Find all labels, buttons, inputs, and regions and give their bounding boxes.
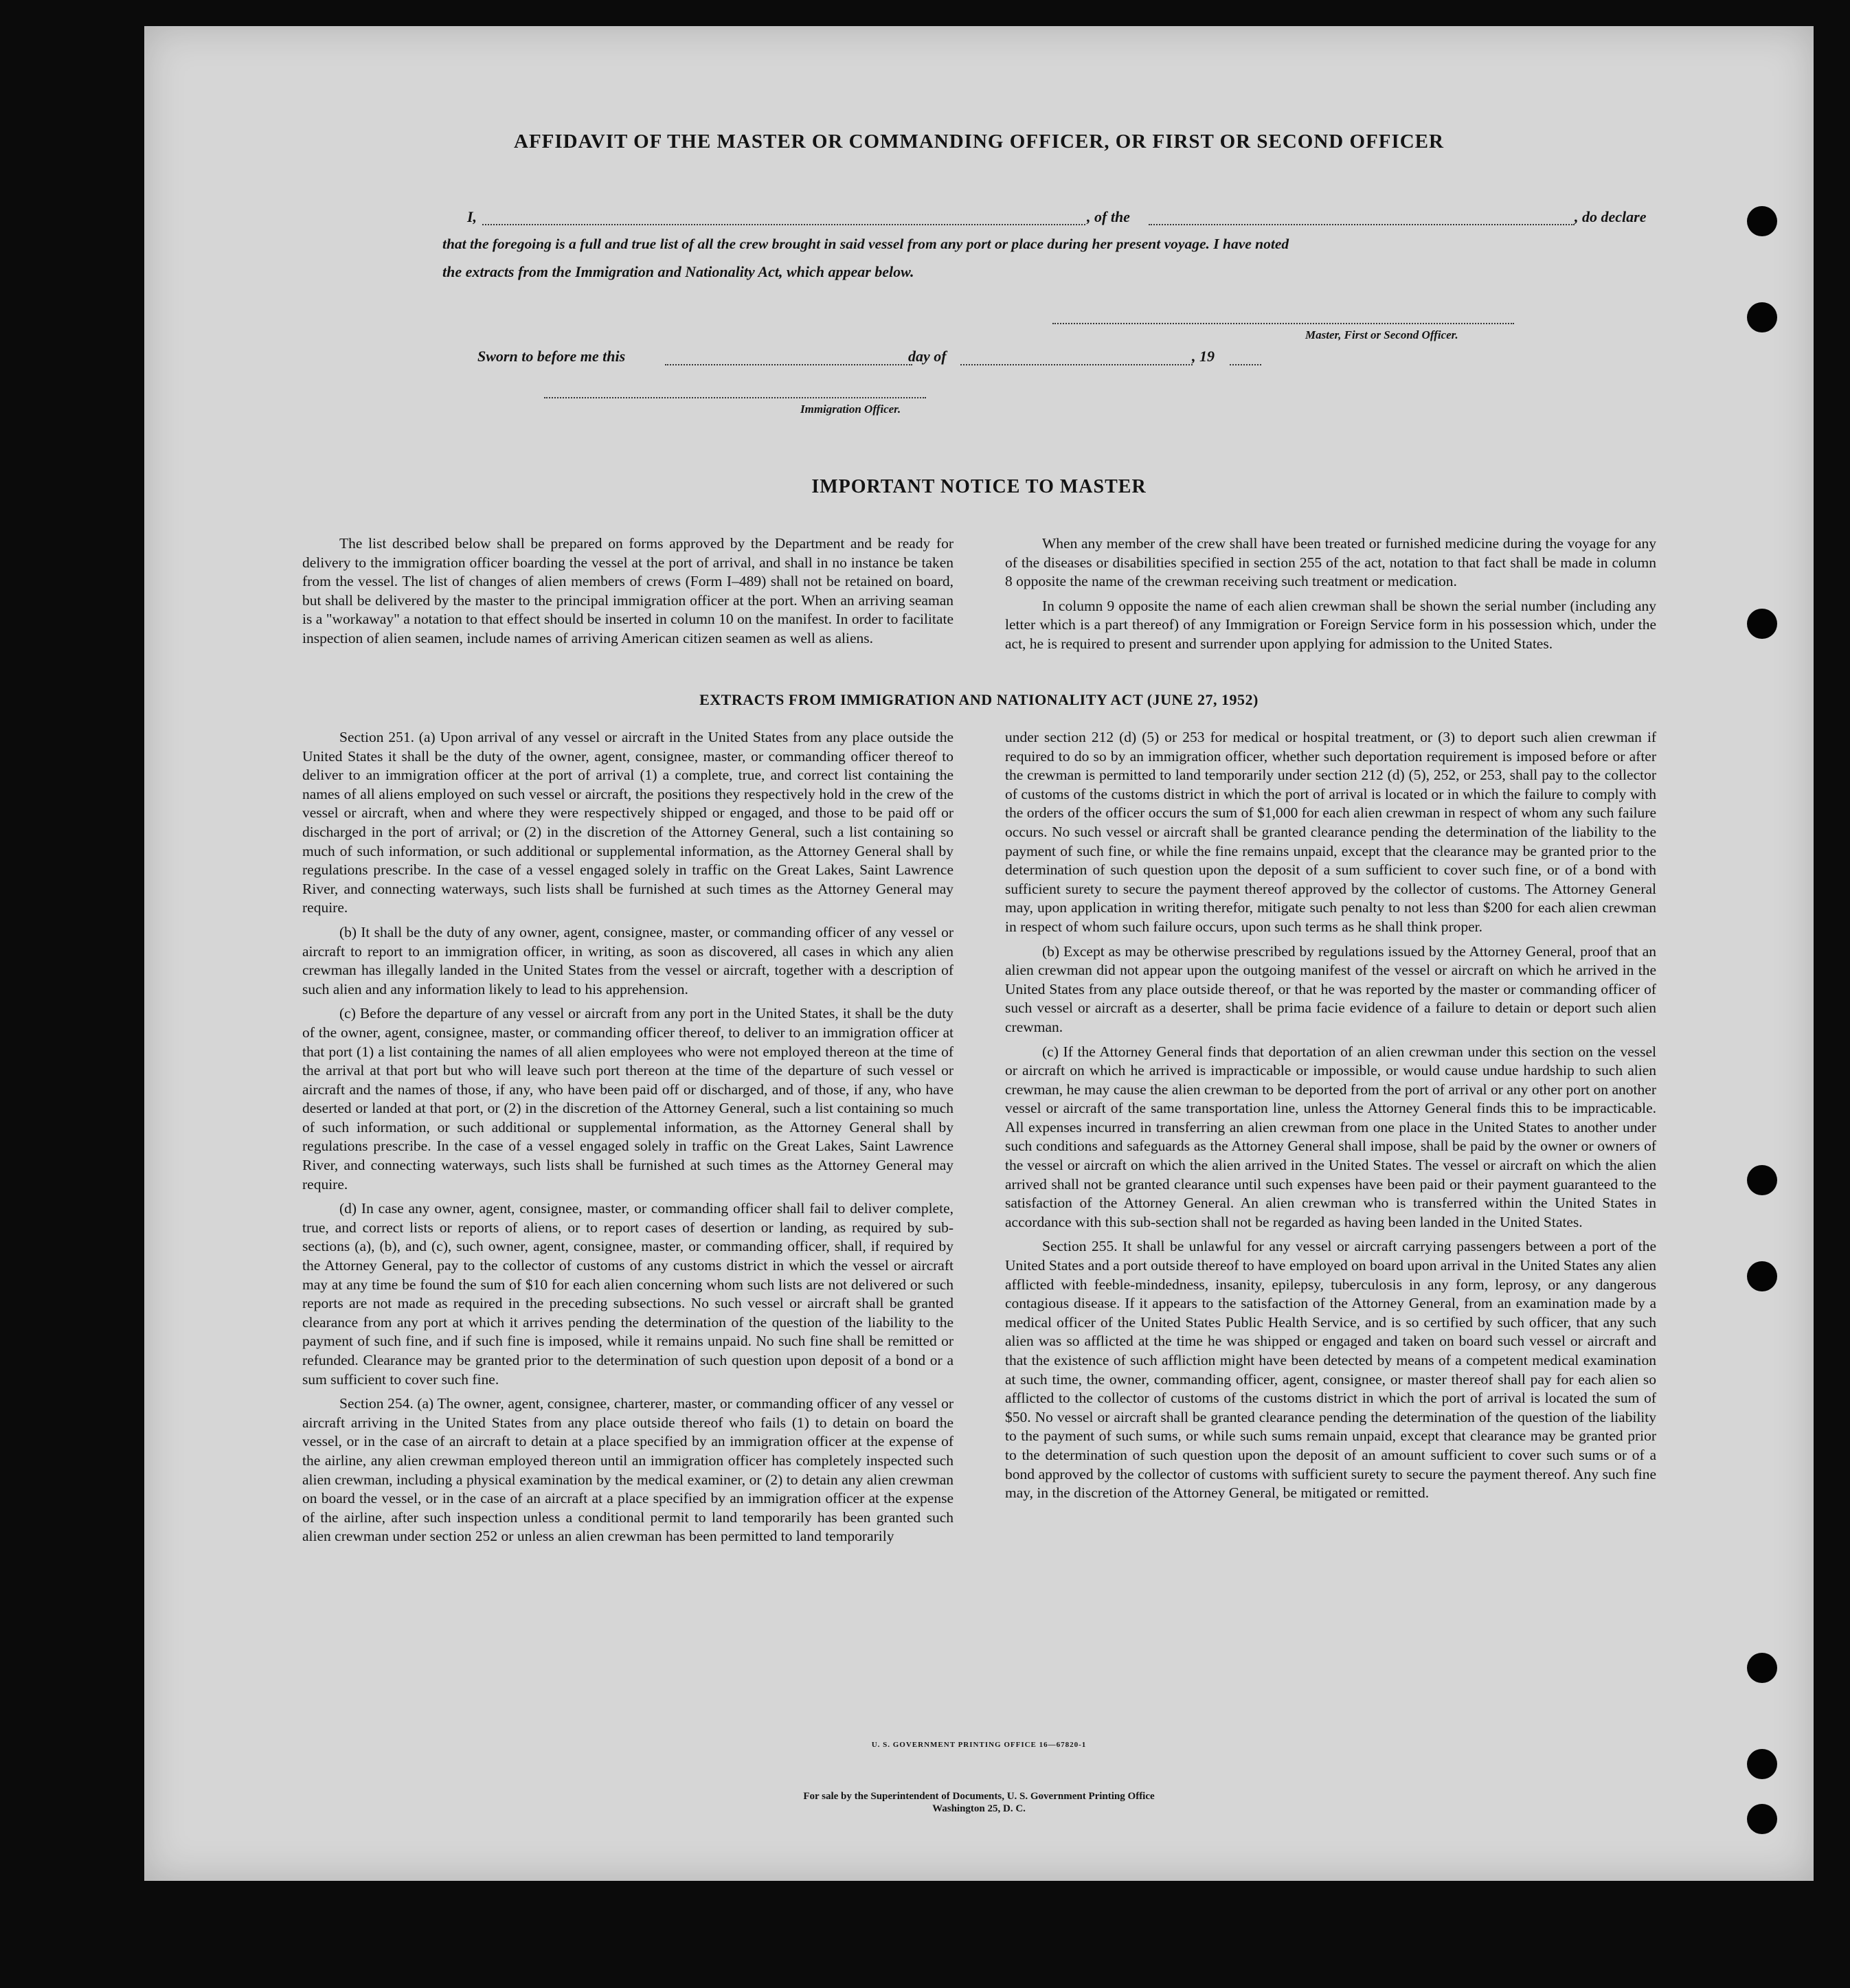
vessel-name-field[interactable] (1149, 224, 1575, 225)
section-paragraph: Section 251. (a) Upon arrival of any vessel or aircraft in the United States from any place outside the United States it shall be the duty of the owner, agent, consignee, master, or commanding officer thereof to deliver to an immigration officer at the port of arrival (1) a complete, true, and correct list containing the names of all aliens employed on such vessel or aircraft, the positions they respectively hold in the crew of the vessel or aircraft, when and where they were respectively shipped or engaged, and those to be paid off or discharged in the port of arrival; or (2) in the discretion of the Attorney General, such a list containing so much of such information, or such additional or supplemental information, as the Attorney General shall by regulations prescribe. In the case of a vessel engaged solely in traffic on the Great Lakes, Saint Lawrence River, and connecting waterways, such lists shall be furnished at such times as the Attorney General may require. (302, 729, 954, 916)
extracts-left-column (302, 728, 954, 1552)
notice-title: IMPORTANT NOTICE TO MASTER (811, 476, 1147, 497)
section-paragraph: under section 212 (d) (5) or 253 for medical or hospital treatment, or (3) to deport such alien crewman if required to do so by an immigration officer, whether such deportation requirement is imposed before or after the crewman is permitted to land temporarily under section 212 (d) (5), 252, or 253, shall pay to the collector of customs of the customs district in which the port of arrival is located or in which the failure to comply with the orders of the officer occurs the sum of $1,000 for each alien crewman in respect of whom any such failure occurs. No such vessel or aircraft shall be granted clearance pending the determination of the liability to the payment of such fine, or while the fine remains unpaid, except that the clearance may be granted prior to the determination of such question upon the deposit of a sum sufficient to cover such fine, or of a bond with sufficient surety to secure the payment thereof approved by the collector of customs. The Attorney General may, upon application in writing therefor, mitigate such penalty to not less than $200 for each alien crewman in respect of whom such failure occurs, upon such terms as he shall think proper. (1005, 729, 1656, 935)
notice-right-column (1005, 534, 1656, 659)
extracts-title: EXTRACTS FROM IMMIGRATION AND NATIONALITY ACT (JUNE 27, 1952) (699, 691, 1259, 708)
punch-hole (1747, 206, 1777, 236)
section-paragraph: (b) It shall be the duty of any owner, agent, consignee, master, or commanding officer of any vessel or aircraft to report to an immigration officer, in writing, as soon as discovered, all cases in which any alien crewman has illegally landed in the United States from the vessel or aircraft, together with a description of such alien and any information likely to lead to his apprehension. (302, 923, 954, 997)
section-paragraph: (c) If the Attorney General finds that deportation of an alien crewman under this section on the vessel or aircraft on which he arrived is impracticable or impossible, or would cause undue hardship to such alien crewman, he may cause the alien crewman to be deported from the port of arrival or any other port on another vessel or aircraft of the same transportation line, unless the Attorney General finds this to be impracticable. All expenses incurred in transferring an alien crewman from one place in the United States to another under such conditions and safeguards as the Attorney General shall impose, shall be paid by the owner or owners of the vessel or aircraft on which the alien arrived in the United States. The vessel or aircraft on which the alien arrived shall not be granted clearance until such expenses have been paid or their payment guaranteed to the satisfaction of the Attorney General. An alien crewman who is transferred within the United States in accordance with this sub-section shall not be regarded as having been landed in the United States. (1005, 1043, 1656, 1230)
punch-hole (1747, 1165, 1777, 1195)
punch-hole (1747, 1261, 1777, 1291)
printing-office-line: U. S. GOVERNMENT PRINTING OFFICE 16—67820-1 (871, 1741, 1087, 1749)
master-signature-label: Master, First or Second Officer. (1305, 328, 1458, 341)
form-page (144, 26, 1814, 1881)
extracts-right-column (1005, 728, 1656, 1509)
section-paragraph: (b) Except as may be otherwise prescribed by regulations issued by the Attorney General, proof that an alien crewman did not appear upon the outgoing manifest of the vessel or aircraft on which he arrived in the United States from any place outside thereof, or that he was reported by the master or commanding officer of such vessel or aircraft as a deserter, shall be prima facie evidence of a failure to detain or deport such alien crewman. (1005, 942, 1656, 1035)
punch-hole (1747, 609, 1777, 639)
punch-hole (1747, 1653, 1777, 1683)
vessel-prefix: , of the (1087, 208, 1130, 225)
declare-text: , do declare (1575, 208, 1647, 225)
affidavit-title: AFFIDAVIT OF THE MASTER OR COMMANDING OFFICER, OR FIRST OR SECOND OFFICER (514, 131, 1444, 153)
declarant-prefix: I, (467, 208, 477, 225)
sale-notice-line-2: Washington 25, D. C. (932, 1803, 1026, 1814)
declaration-line-2: that the foregoing is a full and true list of all the crew brought in said vessel from any port or place during her present voyage. I have noted (442, 236, 1289, 252)
section-paragraph: Section 255. It shall be unlawful for any vessel or aircraft carrying passengers between a port of the United States and a port outside thereof to have employed on board upon arrival in the United States any alien afflicted with feeble-mindedness, insanity, epilepsy, tuberculosis in any form, leprosy, or any dangerous contagious disease. If it appears to the satisfaction of the Attorney General, from an examination made by a medical officer of the United States Public Health Service, and is so certified by such officer, that any such alien was so afflicted at the time he was shipped or engaged and taken on board such vessel or aircraft and that the existence of such affliction might have been detected by means of a competent medical examination at such time, the owner, commanding officer, agent, consignee, or master thereof shall pay for each alien so afflicted to the collector of customs of the customs district in which the port of arrival is located the sum of $50. No vessel or aircraft shall be granted clearance pending the determination of the question of the liability to the payment of such sums, or while such sums remain unpaid, except that clearance may be granted prior to the determination of such question upon the deposit of an amount sufficient to cover such sums or of a bond approved by the collector of customs with sufficient surety to secure the payment thereof. Any such fine may, in the discretion of the Attorney General, be mitigated or remitted. (1005, 1238, 1656, 1502)
sale-notice-line-1: For sale by the Superintendent of Documents, U. S. Government Printing Office (803, 1791, 1155, 1802)
section-paragraph: Section 254. (a) The owner, agent, consignee, charterer, master, or commanding officer of any vessel or aircraft arriving in the United States from any place outside thereof who fails (1) to detain on board the vessel, or in the case of an aircraft to detain at a place specified by an immigration officer at the expense of the airline, any alien crewman employed thereon until an immigration officer has completely inspected such alien crewman, including a physical examination by the medical examiner, or (2) to detain any alien crewman on board the vessel, or in the case of an aircraft at a place specified by an immigration officer at the expense of the airline, after such inspection unless a conditional permit to land temporarily has been granted such alien crewman under section 252 or unless an alien crewman has been permitted to land temporarily (302, 1395, 954, 1545)
section-paragraph: (c) Before the departure of any vessel or aircraft from any port in the United States, it shall be the duty of the owner, agent, consignee, master, or commanding officer thereof, to deliver to an immigration officer at that port (1) a list containing the names of all alien employees who were not employed thereon at the time of the arrival at that port but who will leave such port thereon at the time of the departure of such vessel or aircraft and the names of those, if any, who have been paid off or discharged, and of those, if any, who have deserted or landed at that port, or (2) in the discretion of the Attorney General, such a list containing so much of such information, or such additional or supplemental information, as the Attorney General shall by regulations prescribe. In the case of a vessel engaged solely in traffic on the Great Lakes, Saint Lawrence River, and connecting waterways, such lists shall be furnished at such times as the Attorney General may require. (302, 1005, 954, 1193)
notice-paragraph: The list described below shall be prepared on forms approved by the Department and be ready for delivery to the immigration officer boarding the vessel at the port of arrival, and shall in no instance be taken from the vessel. The list of changes of alien members of crews (Form I–489) shall not be retained on board, but shall be delivered by the master to the principal immigration officer at the port. When an arriving seaman is a "workaway" a notation to that effect should be inserted in column 10 on the manifest. In order to facilitate inspection of alien seamen, include names of arriving American citizen seamen as well as aliens. (302, 535, 954, 646)
sworn-prefix: Sworn to before me this (477, 348, 626, 365)
notice-paragraph: In column 9 opposite the name of each alien crewman shall be shown the serial number (including any letter which is a part thereof) of any Immigration or Foreign Service form in his possession which, under the act, he is required to present and surrender upon applying for admission to the United States. (1005, 597, 1656, 652)
sworn-day-of: day of (908, 348, 947, 365)
punch-hole (1747, 1749, 1777, 1779)
master-signature-field[interactable] (1052, 323, 1514, 324)
declarant-name-field[interactable] (482, 224, 1085, 225)
sworn-day-field[interactable] (665, 364, 912, 365)
officer-signature-label: Immigration Officer. (800, 403, 901, 416)
declaration-line-3: the extracts from the Immigration and Nationality Act, which appear below. (442, 263, 914, 280)
sworn-month-field[interactable] (960, 364, 1193, 365)
notice-left-column (302, 534, 954, 654)
punch-hole (1747, 302, 1777, 332)
sworn-year-prefix: , 19 (1192, 348, 1215, 365)
sworn-year-field[interactable] (1230, 364, 1261, 365)
officer-signature-field[interactable] (544, 397, 926, 398)
notice-paragraph: When any member of the crew shall have been treated or furnished medicine during the voyage for any of the diseases or disabilities specified in section 255 of the act, notation to that fact shall be made in column 8 opposite the name of the crewman receiving such treatment or medication. (1005, 535, 1656, 590)
section-paragraph: (d) In case any owner, agent, consignee, master, or commanding officer shall fail to deliver complete, true, and correct lists or reports of aliens, or to report cases of desertion or landing, as required by sub-sections (a), (b), and (c), such owner, agent, consignee, master, or commanding officer, shall, if required by the Attorney General, pay to the collector of customs of any customs district in which the vessel or aircraft may at any time be found the sum of $10 for each alien concerning whom such lists are not delivered or such reports are not made as required in the preceding subsections. No such vessel or aircraft shall be granted clearance from any port at which it arrives pending the determination of the question of the liability to the payment of such fine, and if such fine is imposed, while it remains unpaid. No such fine shall be remitted or refunded. Clearance may be granted prior to the determination of such question upon deposit of a bond or a sum sufficient to cover such fine. (302, 1200, 954, 1388)
